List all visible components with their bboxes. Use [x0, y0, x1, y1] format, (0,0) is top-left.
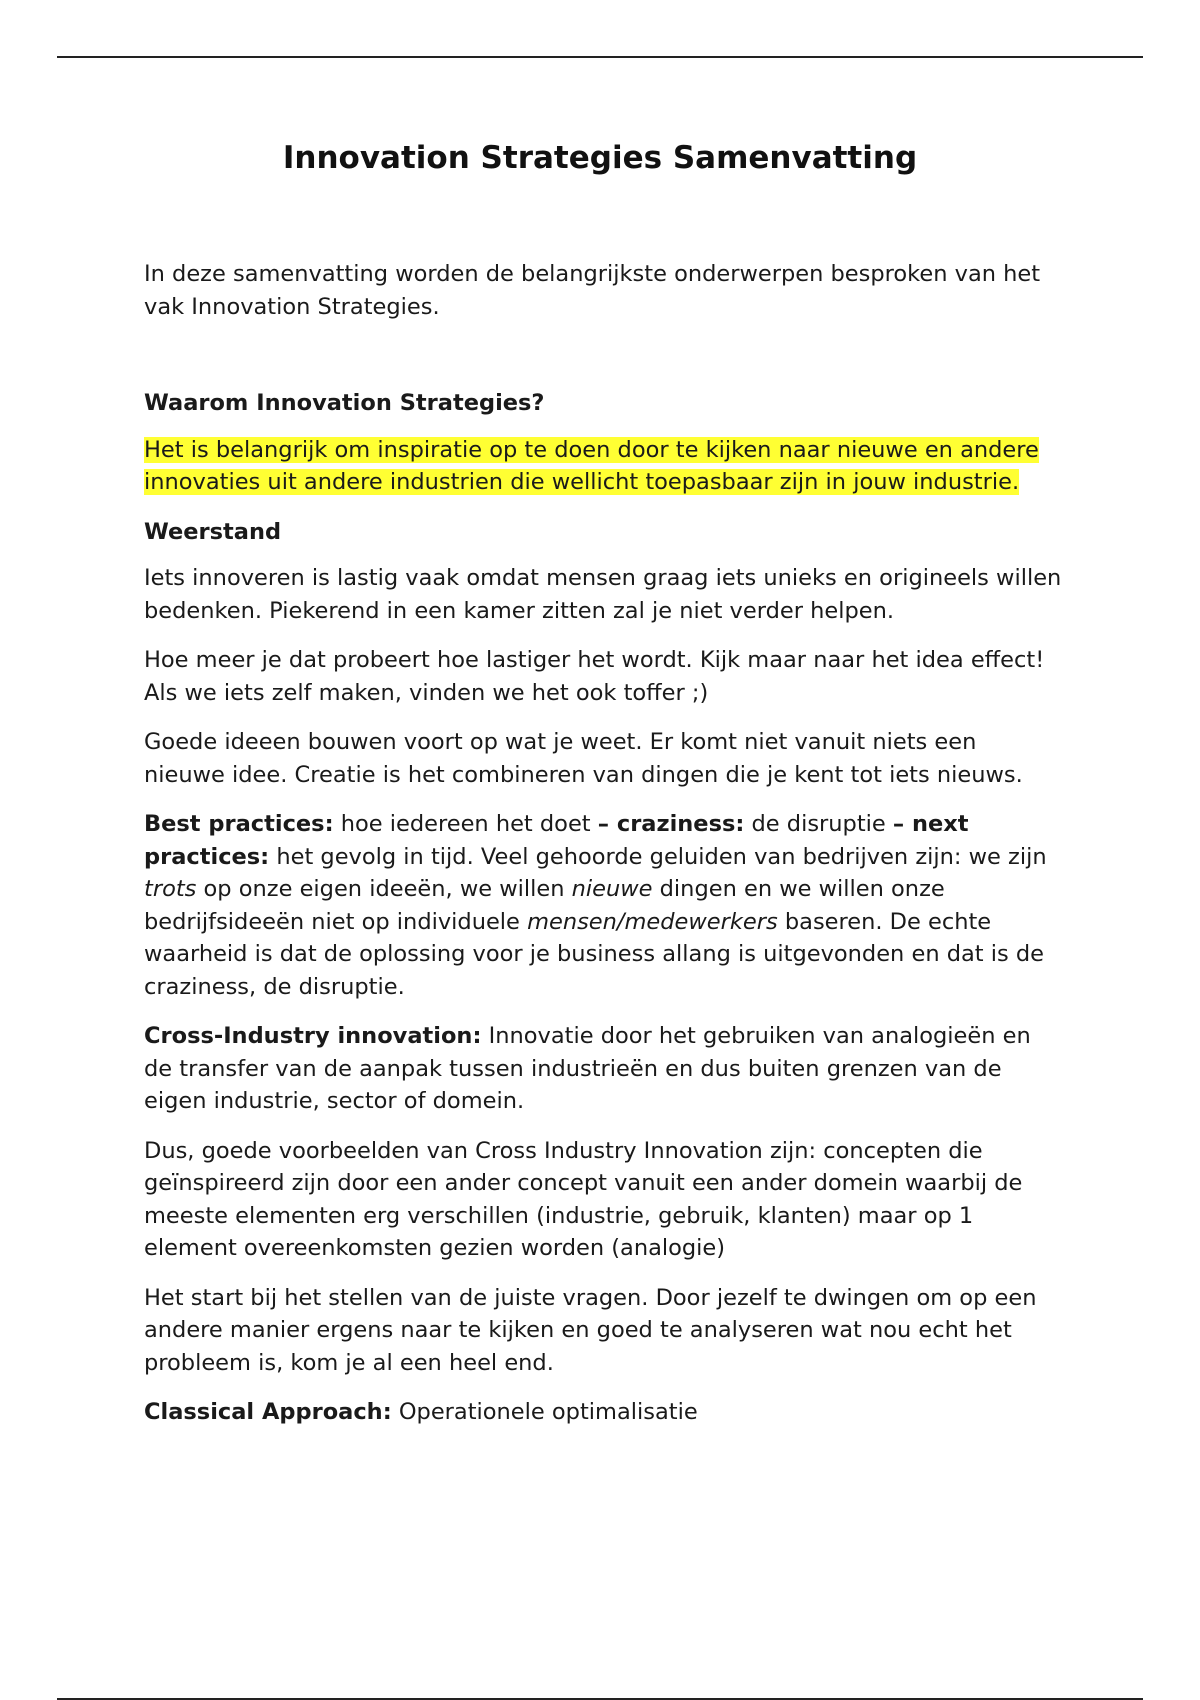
weerstand-paragraph-2: Hoe meer je dat probeert hoe lastiger het wordt. Kijk maar naar het idea effect! Als we iets zelf maken, vinden we het ook toffer ;) [144, 647, 1045, 706]
highlight-text: Het is belangrijk om inspiratie op te doen door te kijken naar nieuwe en andere innovaties uit andere industrien die wellicht toepasbaar zijn in jouw industrie. [144, 436, 1039, 495]
craziness-term: craziness: [609, 811, 745, 837]
best-practices-text: hoe iedereen het doet [333, 811, 598, 837]
craziness-text: de disruptie [744, 811, 893, 837]
practices-text-a: op onze eigen ideeën, we willen [196, 876, 572, 902]
cross-industry-text: Innovatie door het gebruiken van analogieën en de transfer van de aanpak tussen industrieën en dus buiten grenzen van de eigen industrie, sector of domein. [144, 1023, 1031, 1114]
classical-approach-text: Operationele optimalisatie [391, 1399, 698, 1425]
weerstand-paragraph-1: Iets innoveren is lastig vaak omdat mensen graag iets unieks en origineels willen bedenken. Piekerend in een kamer zitten zal je niet verder helpen. [144, 565, 1062, 624]
best-practices-term: Best practices: [144, 811, 334, 837]
practices-text-c: baseren. De echte waarheid is dat de oplossing voor je business allang is uitgevonden en dat is de craziness, de disruptie. [144, 908, 1045, 1000]
top-rule [57, 56, 1143, 58]
document-body [144, 258, 1064, 1446]
cross-industry-paragraph [144, 1020, 1064, 1118]
cross-industry-term: Cross-Industry innovation: [144, 1023, 482, 1049]
emphasis-nieuwe: nieuwe [571, 876, 653, 902]
intro-paragraph: In deze samenvatting worden de belangrijkste onderwerpen besproken van het vak Innovation Strategies. [144, 261, 1041, 320]
section-heading-waarom: Waarom Innovation Strategies? [144, 390, 545, 416]
emphasis-trots: trots [144, 876, 197, 902]
highlighted-paragraph [144, 434, 1064, 499]
dash-2: – [892, 811, 905, 837]
classical-approach-term: Classical Approach: [144, 1399, 392, 1425]
emphasis-mensen: mensen/medewerkers [527, 908, 778, 935]
dash-1: – [597, 811, 610, 837]
next-practices-text: het gevolg in tijd. Veel gehoorde geluiden van bedrijven zijn: we zijn [269, 843, 1047, 870]
practices-paragraph [144, 808, 1064, 1003]
practices-text-b: dingen en we willen onze bedrijfsideeën niet op individuele [144, 876, 945, 935]
cross-industry-paragraph-2: Dus, goede voorbeelden van Cross Industry Innovation zijn: concepten die geïnspireerd zijn door een ander concept vanuit een ander domein waarbij de meeste elementen erg verschillen (industrie, gebruik, klanten) maar op 1 element overeenkomsten gezien worden (analogie) [144, 1137, 1023, 1261]
classical-approach-paragraph [144, 1396, 1064, 1429]
section-heading-weerstand: Weerstand [144, 518, 282, 545]
document-title: Innovation Strategies Samenvatting [282, 140, 918, 176]
cross-industry-paragraph-3: Het start bij het stellen van de juiste vragen. Door jezelf te dwingen om op een andere manier ergens naar te kijken en goed te analyseren wat nou echt het probleem is, kom je al een heel end. [144, 1284, 1037, 1376]
next-practices-term: next practices: [144, 811, 969, 870]
weerstand-paragraph-3: Goede ideeen bouwen voort op wat je weet. Er komt niet vanuit niets een nieuwe idee. Creatie is het combineren van dingen die je kent tot iets nieuws. [144, 729, 1023, 788]
